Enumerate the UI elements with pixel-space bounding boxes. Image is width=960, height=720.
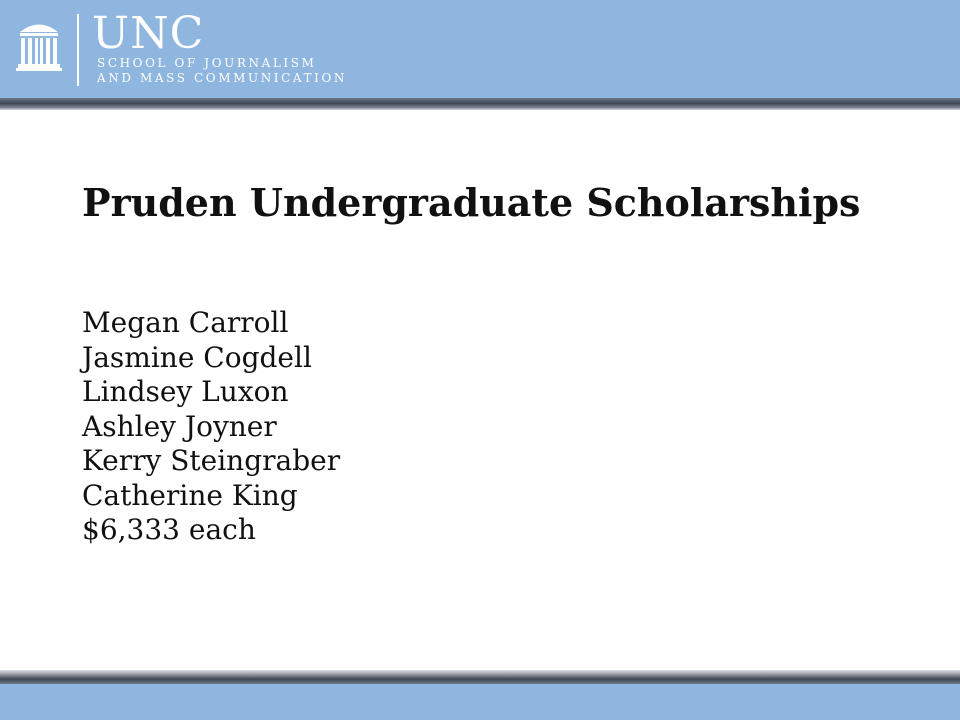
list-item: Catherine King bbox=[82, 478, 298, 512]
recipient-list bbox=[82, 306, 340, 548]
logo-subtitle-line2: AND MASS COMMUNICATION bbox=[97, 71, 348, 85]
header-banner bbox=[0, 0, 960, 98]
footer-divider-band bbox=[0, 670, 960, 684]
logo-wordmark: UNC bbox=[92, 8, 205, 59]
logo-divider bbox=[77, 14, 79, 86]
slide-title: Pruden Undergraduate Scholarships bbox=[82, 180, 861, 225]
logo-subtitle-line1: SCHOOL OF JOURNALISM bbox=[97, 56, 317, 70]
old-well-icon bbox=[16, 16, 62, 72]
list-item: Jasmine Cogdell bbox=[82, 340, 312, 374]
award-amount: $6,333 each bbox=[82, 513, 256, 546]
list-item: Kerry Steingraber bbox=[82, 444, 341, 477]
footer-banner bbox=[0, 684, 960, 720]
list-item: Lindsey Luxon bbox=[82, 375, 289, 408]
header-divider-band bbox=[0, 98, 960, 110]
list-item: Megan Carroll bbox=[82, 306, 289, 339]
list-item: Ashley Joyner bbox=[82, 409, 277, 443]
